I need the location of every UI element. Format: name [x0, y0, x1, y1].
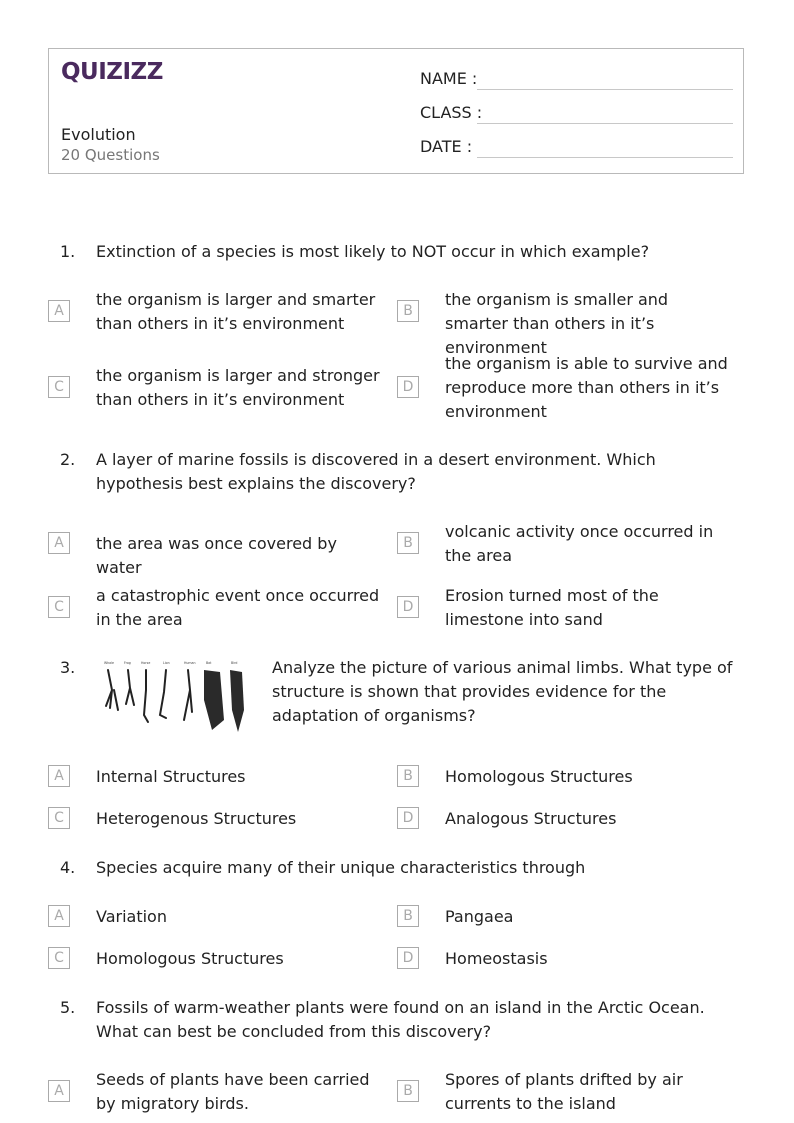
class-field — [420, 103, 482, 122]
option-d-text: Analogous Structures — [445, 809, 617, 828]
option-c-box[interactable]: C — [48, 807, 70, 829]
option-c-text: the organism is larger and stronger than others in it’s environment — [96, 366, 380, 409]
option-b-box[interactable]: B — [397, 1080, 419, 1102]
question-text: Fossils of warm-weather plants were found on an island in the Arctic Ocean. What can best be concluded from this discovery? — [96, 998, 705, 1041]
limb-label: Bird — [231, 661, 238, 665]
limb-label: Bat — [206, 661, 212, 665]
bat-wing — [204, 670, 224, 730]
option-b-box[interactable]: B — [397, 765, 419, 787]
limb-label: Human — [184, 661, 196, 665]
option-d-box[interactable]: D — [397, 947, 419, 969]
option-b-text: the organism is smaller and smarter than others in it’s environment — [445, 290, 669, 357]
option-a-text: Seeds of plants have been carried by migratory birds. — [96, 1070, 370, 1113]
option-b-text: volcanic activity once occurred in the area — [445, 522, 714, 565]
frog-limb — [126, 670, 134, 705]
class-line — [477, 123, 733, 124]
option-d-box[interactable]: D — [397, 807, 419, 829]
question-number: 1. — [60, 242, 76, 261]
option-b-text: Pangaea — [445, 907, 514, 926]
option-c-box[interactable]: C — [48, 596, 70, 618]
option-d-text: the organism is able to survive and reproduce more than others in it’s environment — [445, 354, 728, 421]
question-number: 3. — [60, 658, 76, 677]
question-count: 20 Questions — [61, 146, 160, 164]
limb-label: Horse — [141, 661, 151, 665]
option-a-box[interactable]: A — [48, 1080, 70, 1102]
limb-label: Whale — [104, 661, 114, 665]
option-c-text: Homologous Structures — [96, 949, 284, 968]
date-field — [420, 137, 472, 156]
option-d-text: Homeostasis — [445, 949, 548, 968]
option-b-box[interactable]: B — [397, 300, 419, 322]
option-b-box[interactable]: B — [397, 532, 419, 554]
option-d-text: Erosion turned most of the limestone into sand — [445, 586, 659, 629]
question-text: Extinction of a species is most likely to NOT occur in which example? — [96, 242, 650, 261]
option-c-box[interactable]: C — [48, 947, 70, 969]
option-c-text: a catastrophic event once occurred in the area — [96, 586, 380, 629]
option-a-text: the organism is larger and smarter than others in it’s environment — [96, 290, 376, 333]
human-limb — [184, 670, 192, 720]
option-a-box[interactable]: A — [48, 765, 70, 787]
name-field — [420, 69, 477, 88]
question-text: Species acquire many of their unique characteristics through — [96, 858, 586, 877]
question-number: 4. — [60, 858, 76, 877]
horse-limb — [144, 670, 148, 722]
lion-limb — [160, 670, 166, 718]
option-a-box[interactable]: A — [48, 905, 70, 927]
option-b-text: Spores of plants drifted by air currents to the island — [445, 1070, 683, 1113]
name-line — [477, 89, 733, 90]
question-text: Analyze the picture of various animal limbs. What type of structure is shown that provides evidence for the adaptation of organisms? — [272, 658, 733, 725]
question-number: 5. — [60, 998, 76, 1017]
option-a-text: Variation — [96, 907, 167, 926]
quizizz-logo: QUIZIZZ — [61, 59, 163, 85]
option-a-text: the area was once covered by water — [96, 534, 337, 577]
option-c-box[interactable]: C — [48, 376, 70, 398]
bird-wing — [230, 670, 244, 732]
limb-label: Frog — [124, 661, 131, 665]
date-line — [477, 157, 733, 158]
animal-limbs-image — [100, 660, 250, 735]
worksheet-title: Evolution — [61, 125, 136, 144]
question-text: A layer of marine fossils is discovered in a desert environment. Which hypothesis best explains the discovery? — [96, 450, 656, 493]
date-label: DATE : — [420, 137, 473, 156]
class-label: CLASS : — [420, 103, 483, 122]
name-label: NAME : — [420, 69, 478, 88]
option-c-text: Heterogenous Structures — [96, 809, 297, 828]
option-a-box[interactable]: A — [48, 532, 70, 554]
limb-label: Lion — [163, 661, 170, 665]
option-b-box[interactable]: B — [397, 905, 419, 927]
worksheet-header — [48, 48, 744, 174]
whale-limb — [106, 670, 118, 710]
question-number: 2. — [60, 450, 76, 469]
option-d-box[interactable]: D — [397, 376, 419, 398]
option-a-box[interactable]: A — [48, 300, 70, 322]
option-a-text: Internal Structures — [96, 767, 246, 786]
option-b-text: Homologous Structures — [445, 767, 633, 786]
option-d-box[interactable]: D — [397, 596, 419, 618]
